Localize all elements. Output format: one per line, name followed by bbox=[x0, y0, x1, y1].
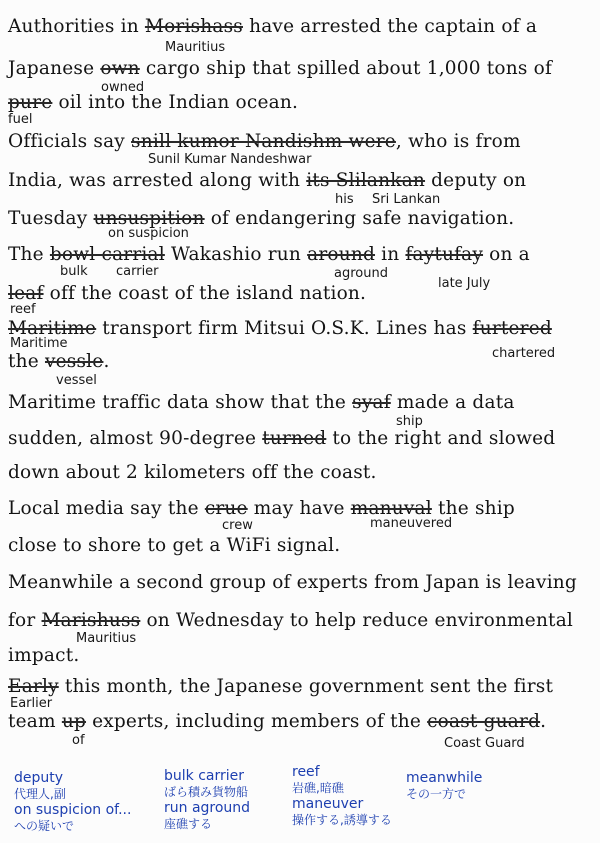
correction-owned: owned bbox=[101, 80, 145, 95]
text-line-12 bbox=[8, 428, 555, 449]
vocab-deputy-en: deputy bbox=[14, 770, 64, 786]
vocab-reef-en: reef bbox=[292, 764, 320, 780]
text-line-15 bbox=[8, 535, 340, 556]
text-line-9 bbox=[8, 318, 552, 339]
vocab-suspicion-en: on suspicion of... bbox=[14, 802, 132, 818]
vocab-bulk-en: bulk carrier bbox=[164, 768, 245, 784]
vocab-bulk-carrier bbox=[164, 768, 250, 832]
correction-bulk: bulk bbox=[60, 264, 88, 279]
line-9-deleted-2: furtered bbox=[472, 318, 552, 339]
line-11-deleted: syaf bbox=[352, 392, 391, 413]
line-17-deleted: Marishuss bbox=[41, 610, 141, 631]
line-9-text-b: transport firm Mitsui O.S.K. Lines has bbox=[96, 318, 473, 339]
vocab-reef-jp: 岩礁,暗礁 bbox=[292, 781, 344, 795]
correction-on-suspicion: on suspicion bbox=[108, 226, 189, 241]
correction-mauritius-1: Mauritius bbox=[165, 40, 226, 55]
line-20-text-b: experts, including members of the bbox=[86, 711, 428, 732]
line-17-text-b: on Wednesday to help reduce environmental bbox=[140, 610, 574, 631]
line-12-text-a: sudden, almost 90-degree bbox=[8, 428, 263, 449]
line-11-text-b: made a data bbox=[390, 392, 515, 413]
line-6-text-a: Tuesday bbox=[8, 208, 94, 229]
correction-ship: ship bbox=[396, 414, 423, 429]
line-20-deleted-2: coast guard bbox=[427, 711, 541, 732]
text-line-2 bbox=[8, 58, 552, 79]
line-3-text-b: oil into the Indian ocean. bbox=[52, 92, 299, 113]
text-line-10 bbox=[8, 351, 110, 372]
line-10-text-b: . bbox=[103, 351, 110, 372]
line-17-text-a: for bbox=[8, 610, 42, 631]
vocab-deputy-jp: 代理人,副 bbox=[14, 787, 66, 801]
correction-name: Sunil Kumar Nandeshwar bbox=[148, 152, 312, 167]
vocab-reef bbox=[292, 764, 392, 828]
vocab-deputy bbox=[14, 770, 131, 834]
line-3-deleted: pure bbox=[8, 92, 53, 113]
text-line-8 bbox=[8, 283, 366, 304]
line-14-deleted: crue bbox=[204, 498, 248, 519]
correction-maritime: Maritime bbox=[10, 336, 68, 351]
vocab-meanwhile-jp: その一方で bbox=[406, 787, 467, 801]
line-13-text-a: down about 2 kilometers off the coast. bbox=[8, 462, 377, 483]
line-20-deleted: up bbox=[61, 711, 87, 732]
correction-of: of bbox=[72, 733, 85, 748]
line-7-text-a: The bbox=[8, 244, 50, 265]
line-16-text-a: Meanwhile a second group of experts from Japan is leaving bbox=[8, 572, 577, 593]
text-line-5 bbox=[8, 170, 526, 191]
text-line-16 bbox=[8, 572, 577, 593]
line-19-text-b: this month, the Japanese government sent the first bbox=[58, 676, 554, 697]
vocab-aground-jp: 座礁する bbox=[164, 817, 213, 831]
text-line-6 bbox=[8, 208, 514, 229]
line-5-text-a: India, was arrested along with bbox=[8, 170, 307, 191]
text-line-3 bbox=[8, 92, 298, 113]
line-6-deleted: unsuspition bbox=[93, 208, 205, 229]
line-2-deleted: own bbox=[100, 58, 140, 79]
correction-vessel: vessel bbox=[56, 373, 97, 388]
correction-mauritius-2: Mauritius bbox=[76, 631, 137, 646]
line-2-text-a: Japanese bbox=[8, 58, 101, 79]
correction-coast-guard: Coast Guard bbox=[444, 736, 525, 751]
line-14-text-a: Local media say the bbox=[8, 498, 205, 519]
line-8-deleted: leaf bbox=[8, 283, 44, 304]
line-7-deleted-2: around bbox=[307, 244, 376, 265]
text-line-19 bbox=[8, 676, 553, 697]
line-12-deleted: turned bbox=[262, 428, 327, 449]
vocab-meanwhile-en: meanwhile bbox=[406, 770, 483, 786]
line-10-text-a: the bbox=[8, 351, 45, 372]
text-line-20 bbox=[8, 711, 546, 732]
line-20-text-c: . bbox=[540, 711, 547, 732]
correction-carrier: carrier bbox=[116, 264, 159, 279]
vocab-bulk-jp: ばら積み貨物船 bbox=[164, 785, 249, 799]
line-7-text-c: in bbox=[375, 244, 406, 265]
line-9-deleted: Maritime bbox=[8, 318, 97, 339]
line-4-deleted: snill kumor Nandishm were bbox=[131, 131, 396, 152]
vocab-meanwhile bbox=[406, 770, 482, 802]
correction-chartered: chartered bbox=[492, 346, 556, 361]
text-line-18 bbox=[8, 645, 79, 666]
correction-crew: crew bbox=[222, 518, 253, 533]
correction-his: his bbox=[335, 192, 354, 207]
text-line-11 bbox=[8, 392, 515, 413]
line-14-text-c: the ship bbox=[431, 498, 515, 519]
line-19-deleted: Early bbox=[8, 676, 59, 697]
text-line-17 bbox=[8, 610, 573, 631]
line-20-text-a: team bbox=[8, 711, 62, 732]
vocab-aground-en: run aground bbox=[164, 800, 251, 816]
line-8-text-b: off the coast of the island nation. bbox=[43, 283, 367, 304]
correction-fuel: fuel bbox=[8, 112, 33, 127]
correction-reef: reef bbox=[10, 302, 36, 317]
line-1-text-a: Authorities in bbox=[8, 16, 145, 37]
line-10-deleted: vessle bbox=[44, 351, 104, 372]
line-1-text-b: have arrested the captain of a bbox=[243, 16, 538, 37]
line-14-text-b: may have bbox=[247, 498, 351, 519]
line-7-deleted-1: bowl carrial bbox=[49, 244, 165, 265]
line-11-text-a: Maritime traffic data show that the bbox=[8, 392, 353, 413]
text-line-1 bbox=[8, 16, 537, 37]
text-line-13 bbox=[8, 462, 377, 483]
text-line-7 bbox=[8, 244, 530, 265]
vocab-maneuver-jp: 操作する,誘導する bbox=[292, 813, 392, 827]
correction-earlier: Earlier bbox=[10, 696, 53, 711]
line-18-text-a: impact. bbox=[8, 645, 80, 666]
line-1-deleted: Morishass bbox=[144, 16, 243, 37]
line-4-text-a: Officials say bbox=[8, 131, 132, 152]
correction-late-july: late July bbox=[438, 276, 491, 291]
line-7-deleted-3: faytufay bbox=[405, 244, 484, 265]
line-5-text-b: deputy on bbox=[425, 170, 527, 191]
text-line-4 bbox=[8, 131, 521, 152]
correction-maneuvered: maneuvered bbox=[370, 516, 453, 531]
line-2-text-b: cargo ship that spilled about 1,000 tons of bbox=[139, 58, 553, 79]
line-7-text-d: on a bbox=[483, 244, 530, 265]
line-15-text-a: close to shore to get a WiFi signal. bbox=[8, 535, 341, 556]
vocab-suspicion-jp: への疑いで bbox=[14, 819, 75, 833]
line-4-text-b: , who is from bbox=[395, 131, 521, 152]
vocab-maneuver-en: maneuver bbox=[292, 796, 364, 812]
correction-sri-lankan: Sri Lankan bbox=[372, 192, 441, 207]
line-12-text-b: to the right and slowed bbox=[326, 428, 556, 449]
line-5-deleted: its Slilankan bbox=[306, 170, 426, 191]
line-14-deleted-2: manuval bbox=[350, 498, 432, 519]
line-7-text-b: Wakashio run bbox=[164, 244, 308, 265]
line-6-text-b: of endangering safe navigation. bbox=[204, 208, 515, 229]
correction-aground: aground bbox=[334, 266, 388, 281]
